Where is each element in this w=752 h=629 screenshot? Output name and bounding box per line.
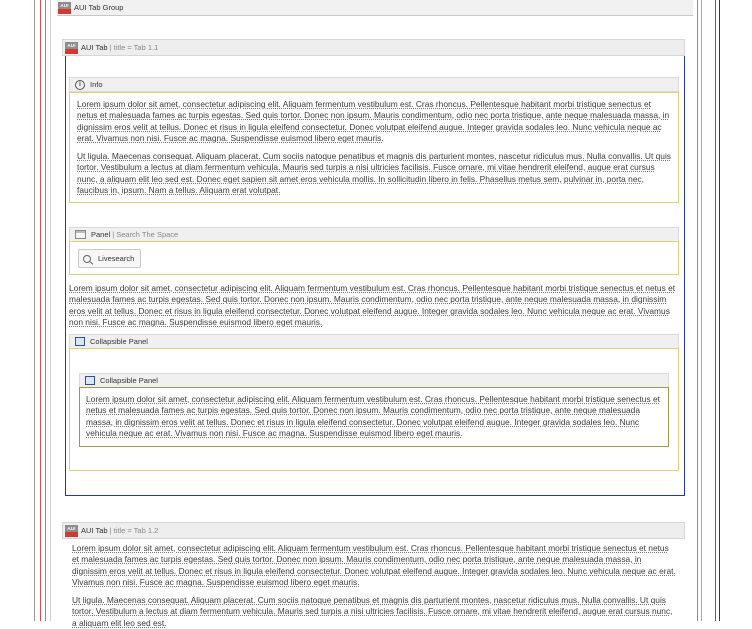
tab-subtitle: | title = Tab 1.1 [109,43,159,52]
inner-collapsible-panel-header[interactable] [79,373,669,388]
tab-title: AUI Tab [81,43,108,52]
frame-line [34,0,35,621]
aui-logo-icon: AUI [65,525,78,537]
livesearch-button[interactable] [78,249,141,268]
collapsible-panel-title: Collapsible Panel [90,337,148,346]
inner-collapsible-text: Lorem ipsum dolor sit amet, consectetur adipiscing elit. Aliquam fermentum vestibulum est. Cras rhoncus. Pellentesque habitant morbi tristique senectus et netus et malesuada fames ac turpis egestas. Sed quis tortor. Donec non ipsum. Mauris condimentum, odio nec porta tristique, ante neque malesuada massa, in dignissim eros velit at tellus. Donec et risus in ligula eleifend consectetur. Donec volutpat eleifend augue. Integer gravida sodales leo. Nunc vehicula neque ac erat. Vivamus non nisi. Fusce ac magna. Suspendisse euismod libero eget mauris. [86,394,660,438]
inner-collapsible-panel-title: Collapsible Panel [100,376,158,385]
aui-logo-icon: AUI [58,2,71,14]
frame-line [719,0,720,621]
tab-1-1 [62,39,685,438]
tab-group [57,0,693,628]
frame-line [45,0,46,621]
tab-title: AUI Tab [81,526,108,535]
frame-line [701,0,702,621]
panel-body [69,241,679,275]
info-paragraph: Lorem ipsum dolor sit amet, consectetur adipiscing elit. Aliquam fermentum vestibulum est. Cras rhoncus. Pellentesque habitant morbi tristique senectus et netus et malesuada fames ac turpis egestas. Sed quis tortor. Donec non ipsum. Mauris condimentum, odio nec porta tristique, ante neque malesuada massa, in dignissim eros velit at tellus. Donec et risus in ligula eleifend consectetur. Donec volutpat eleifend augue. Integer gravida sodales leo. Nunc vehicula neque ac erat. Vivamus non nisi. Fusce ac magna. Suspendisse euismod libero eget mauris. [77,99,670,143]
collapsible-panel-icon [75,337,85,346]
tab-paragraph: Ut ligula. Maecenas consequat. Aliquam placerat. Cum sociis natoque penatibus et magnis dis parturient montes, nascetur ridiculus mus. Nulla convallis. Ut quis tortor. Vestibulum a lectus at diam fermentum vehicula. Mauris sed turpis a nisi ultricies facilisis. Fusce ornare, mi vitae hendrerit eleifend, augue erat cursus nunc, a aliquam elit leo sed est. [72,595,673,628]
collapsible-panel-header[interactable] [69,334,679,349]
frame-line [715,0,716,621]
tab-content [72,543,678,629]
tab-group-title: AUI Tab Group [74,3,124,12]
frame-line [40,0,41,621]
info-title: Info [90,80,103,89]
tab-body-text: Lorem ipsum dolor sit amet, consectetur adipiscing elit. Aliquam fermentum vestibulum est. Cras rhoncus. Pellentesque habitant morbi tristique senectus et netus et malesuada fames ac turpis egestas. Sed quis tortor. Donec non ipsum. Mauris condimentum, odio nec porta tristique, ante neque malesuada massa, in dignissim eros velit at tellus. Donec et risus in ligula eleifend consectetur. Donec volutpat eleifend augue. Integer gravida sodales leo. Nunc vehicula neque ac erat. Vivamus non nisi. Fusce ac magna. Suspendisse euismod libero eget mauris. [69,283,676,327]
tab-subtitle: | title = Tab 1.2 [109,526,159,535]
panel-icon [75,230,86,239]
aui-logo-icon: AUI [65,42,78,54]
panel-header [69,227,679,242]
tab-paragraph: Lorem ipsum dolor sit amet, consectetur adipiscing elit. Aliquam fermentum vestibulum est. Cras rhoncus. Pellentesque habitant morbi tristique senectus et netus et malesuada fames ac turpis egestas. Sed quis tortor. Donec non ipsum. Mauris condimentum, odio nec porta tristique, ante neque malesuada massa, in dignissim eros velit at tellus. Donec et risus in ligula eleifend consectetur. Donec volutpat eleifend augue. Integer gravida sodales leo. Nunc vehicula neque ac erat. Vivamus non nisi. Fusce ac magna. Suspendisse euismod libero eget mauris. [72,543,676,587]
info-header [69,77,679,92]
tab-group-header [57,0,693,16]
frame-line [50,0,51,621]
panel-subtitle: | Search The Space [112,230,179,239]
livesearch-label: Livesearch [98,254,135,263]
info-icon: i [75,80,85,90]
panel-title: Panel [91,230,111,239]
info-paragraph: Ut ligula. Maecenas consequat. Aliquam placerat. Cum sociis natoque penatibus et magnis dis parturient montes, nascetur ridiculus mus. Nulla convallis. Ut quis tortor. Vestibulum a lectus at diam fermentum vehicula. Mauris sed turpis a nisi ultricies facilisis. Fusce ornare, mi vitae hendrerit eleifend, augue erat cursus nunc, a aliquam elit leo sed est. Donec eget sapien sit amet eros vehicula mollis. In sollicitudin libero in felis. Phasellus metus sem, pulvinar in, porta nec, faucibus in, ipsum. Nam a tellus. Aliquam erat volutpat. [77,151,671,196]
tab-header[interactable] [62,522,685,539]
info-body [77,99,671,196]
tab-1-2 [62,522,685,628]
search-icon [83,255,91,263]
collapsible-panel-icon [85,376,95,385]
frame-line [697,0,698,621]
tab-content [65,56,685,496]
tab-header[interactable] [62,39,685,56]
